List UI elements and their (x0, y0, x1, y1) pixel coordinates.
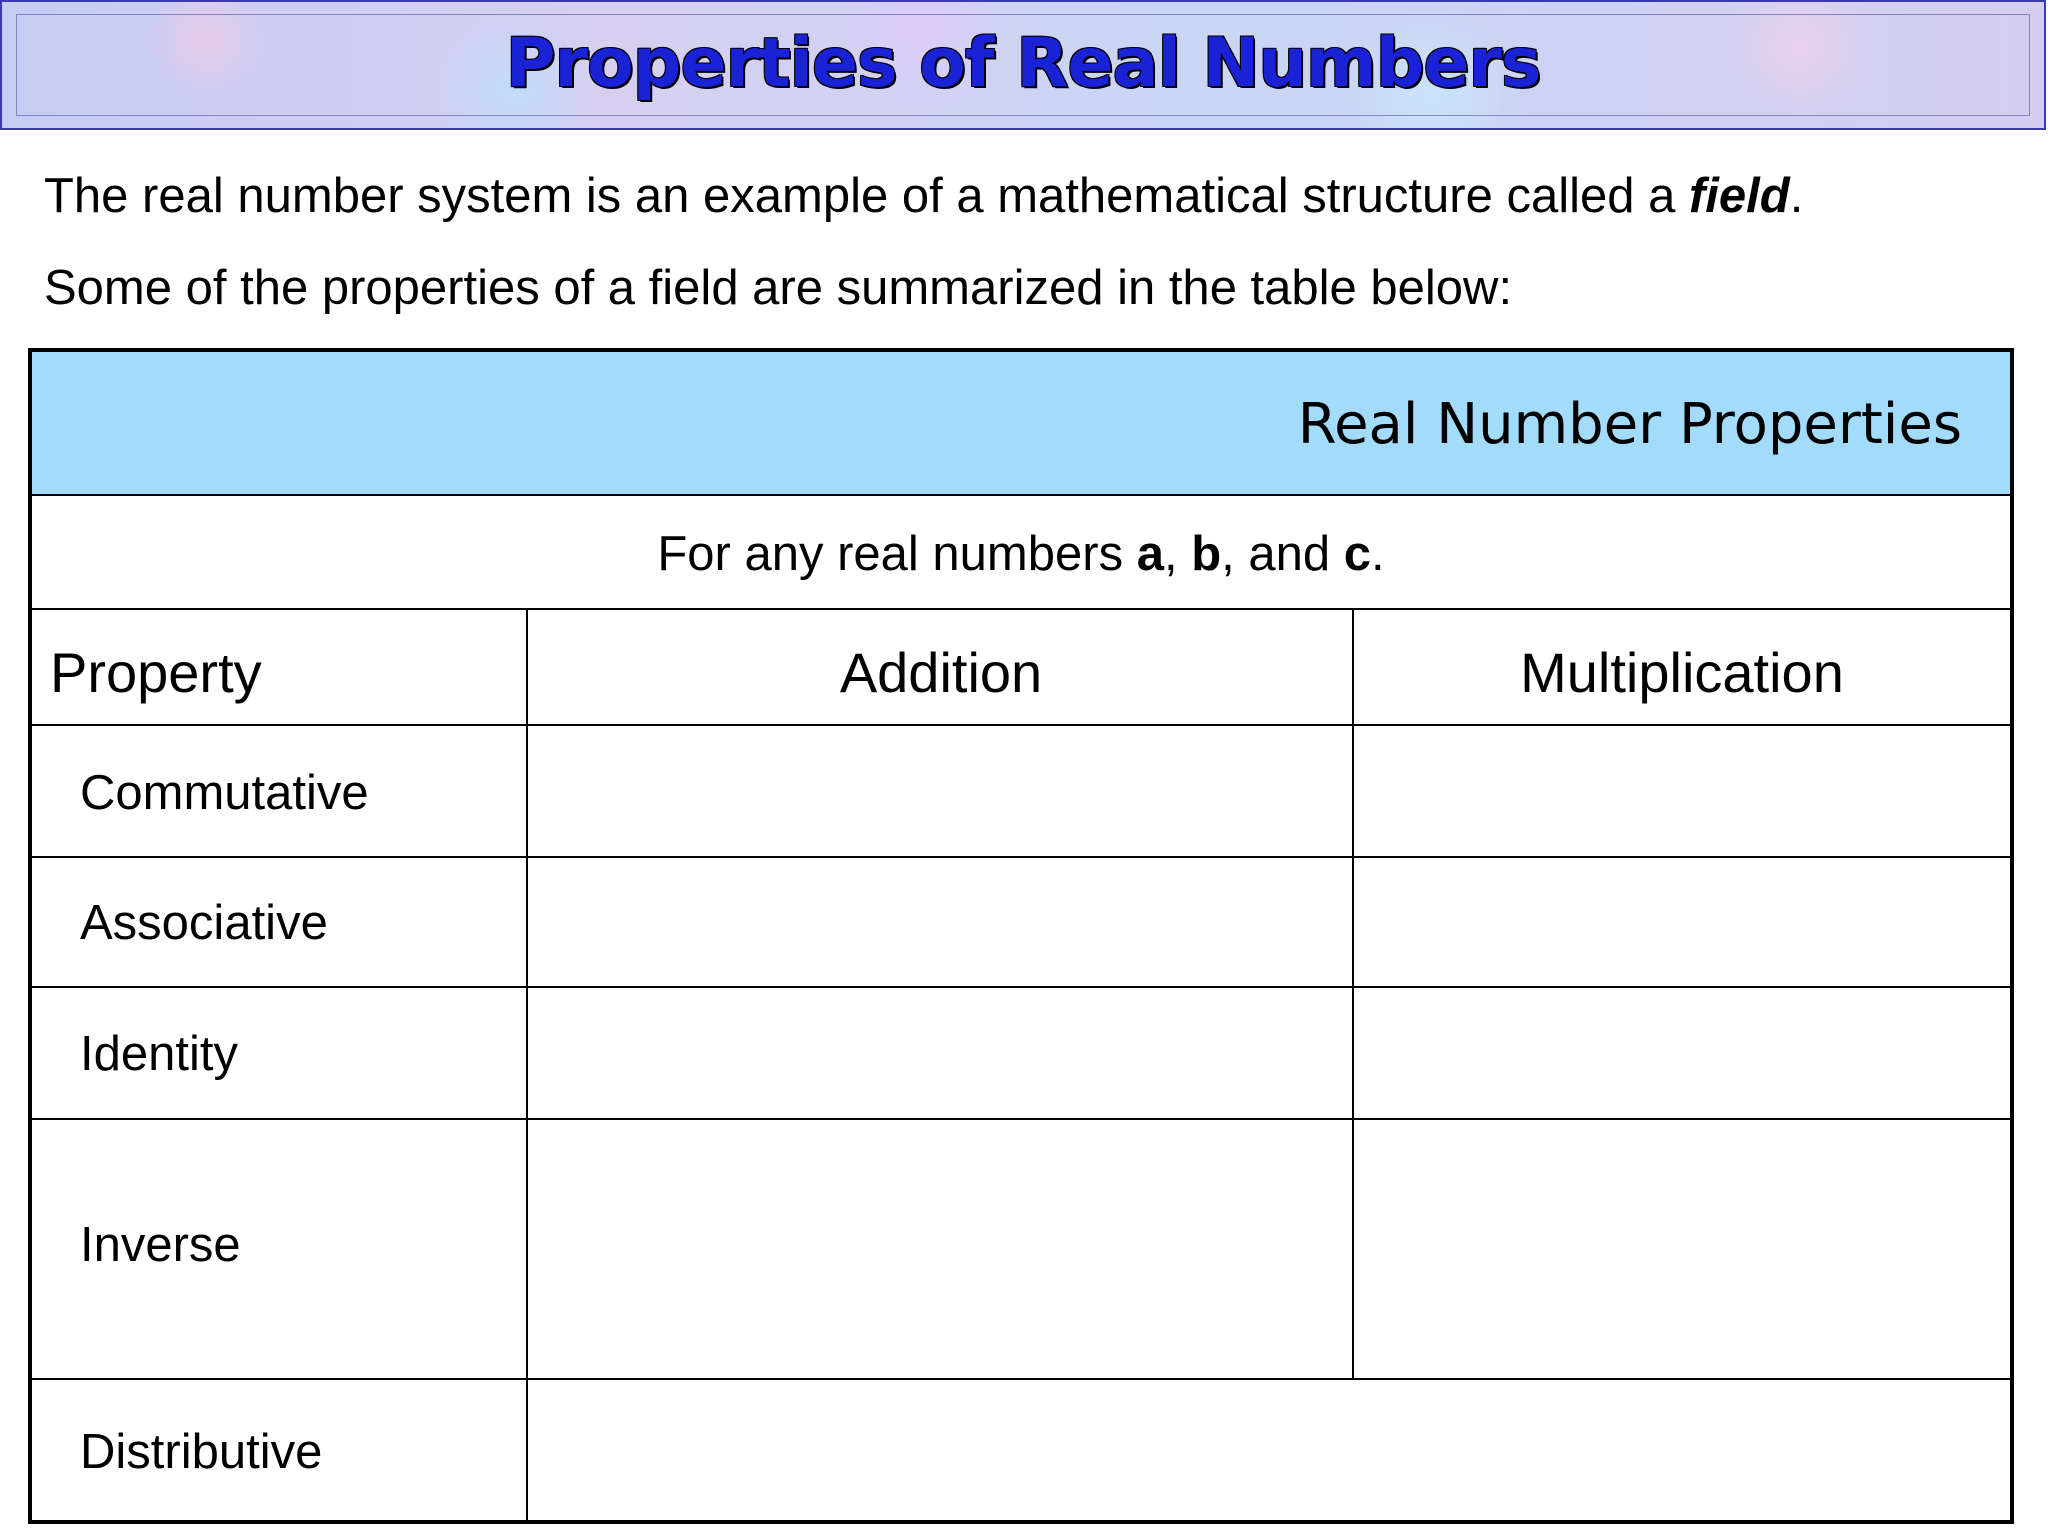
column-divider (526, 608, 528, 1524)
table-header (32, 352, 2010, 496)
intro-field-term: field (1688, 169, 1790, 223)
row-label-distributive: Distributive (80, 1425, 323, 1479)
divider (32, 986, 2010, 988)
intro-line-2: Some of the properties of a field are summarized in the table below: (44, 261, 1513, 315)
intro-line-1-text: The real number system is an example of a mathematical structure called a (44, 169, 1689, 223)
properties-table (28, 348, 2014, 1524)
intro-line-1 (44, 168, 1803, 224)
page-title: Properties of Real Numbers (505, 24, 1541, 103)
subheader-sep-1: , (1163, 527, 1192, 581)
var-b: b (1191, 527, 1222, 581)
var-a: a (1136, 527, 1164, 581)
subheader-end: . (1371, 527, 1385, 581)
divider (32, 856, 2010, 858)
row-label-associative: Associative (80, 896, 328, 950)
divider (32, 608, 2010, 610)
divider (32, 1378, 2010, 1380)
row-label-commutative: Commutative (80, 766, 369, 820)
row-label-identity: Identity (80, 1027, 238, 1081)
column-divider (1352, 608, 1354, 1380)
divider (32, 1118, 2010, 1120)
table-header-title: Real Number Properties (1297, 392, 1962, 457)
subheader-sep-2: , and (1221, 527, 1344, 581)
column-header-multiplication: Multiplication (1520, 641, 1844, 704)
divider (32, 494, 2010, 496)
table-subheader (32, 526, 2010, 582)
column-header-property: Property (50, 641, 262, 704)
title-banner (0, 0, 2046, 130)
intro-line-1-end: . (1789, 169, 1804, 223)
row-label-inverse: Inverse (80, 1218, 241, 1272)
divider (32, 724, 2010, 726)
subheader-text: For any real numbers (657, 527, 1137, 581)
var-c: c (1343, 527, 1371, 581)
column-header-addition: Addition (839, 641, 1043, 704)
